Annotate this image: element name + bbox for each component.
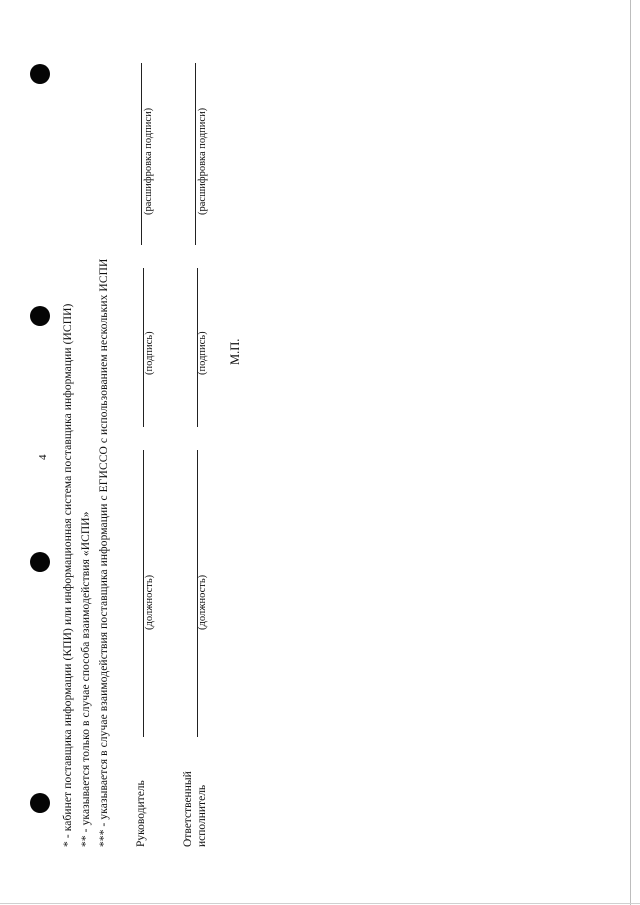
executor-decoding-line [195,63,196,245]
head-decoding-line [141,63,142,245]
head-position-hint: (должность) [144,574,155,630]
head-signature-hint: (подпись) [144,331,155,375]
seal-mark: М.П. [228,338,242,365]
executor-label: Ответственный [182,771,194,847]
footnote-3: *** - указывается в случае взаимодействия поставщика информации с ЕГИССО с использованием нескольких ИСПИ [98,258,110,847]
executor-decoding-hint: (расшифровка подписи) [197,107,208,215]
head-label: Руководитель [135,780,147,847]
footnote-2: ** - указывается только в случае способа взаимодействия «ИСПИ» [80,511,92,847]
head-decoding-hint: (расшифровка подписи) [143,107,154,215]
page-number: 4 [37,454,49,460]
executor-position-hint: (должность) [197,574,208,630]
executor-label-2: исполнитель [196,784,208,847]
executor-signature-hint: (подпись) [197,331,208,375]
footnote-1: * - кабинет поставщика информации (КПИ) или информационная система поставщика информации (ИСПИ) [62,303,74,847]
